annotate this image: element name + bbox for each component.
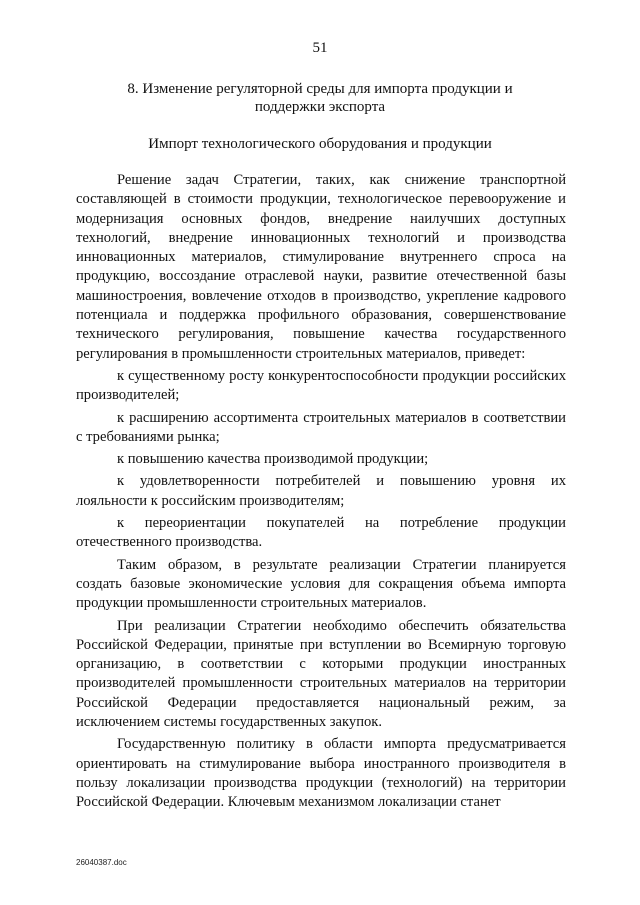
section-heading: 8. Изменение регуляторной среды для импорта продукции и поддержки экспорта [127,81,513,115]
list-item: к переориентации покупателей на потребление продукции отечественного производства. [76,515,566,551]
paragraph: Государственную политику в области импорта предусматривается ориентировать на стимулирование выбора иностранного производителя в пользу локализации производства продукции (технологий) на территории Российской Федерации. Ключевым механизмом локализации станет [76,736,566,811]
subheading: Импорт технологического оборудования и продукции [148,136,492,152]
paragraph: При реализации Стратегии необходимо обеспечить обязательства Российской Федерации, принятые при вступлении во Всемирную торговую организацию, в соответствии с которыми продукции иностранных производителей промышленности строительных материалов на территории Российской Федерации предоставляется национальный режим, за исключением системы государственных закупок. [76,617,566,731]
body-text [76,171,566,813]
list-item: к существенному росту конкурентоспособности продукции российских производителей; [76,367,566,404]
list-item: к удовлетворенности потребителей и повышению уровня их лояльности к российским производителям; [76,473,566,509]
footer-file-code: 26040387.doc [76,858,127,867]
page-number: 51 [312,40,328,56]
list-item: к повышению качества производимой продукции; [117,451,429,468]
paragraph: Таким образом, в результате реализации Стратегии планируется создать базовые экономические условия для сокращения объема импорта продукции промышленности строительных материалов. [76,556,566,612]
paragraph-intro: Решение задач Стратегии, таких, как снижение транспортной составляющей в стоимости продукции, технологическое перевооружение и модернизация основных фондов, внедрение наилучших доступных технологий, внедрение инновационных технологий и производства инновационных материалов, стимулирование внутреннего спроса на продукцию, воссоздание отраслевой науки, развитие отечественной базы машиностроения, вовлечение отходов в производство, укрепление кадрового потенциала и поддержка профильного образования, совершенствование технического регулирования, повышение качества государственного регулирования в промышленности строительных материалов, приведет: [76,172,566,362]
list-item: к расширению ассортимента строительных материалов в соответствии с требованиями рынка; [76,409,566,445]
